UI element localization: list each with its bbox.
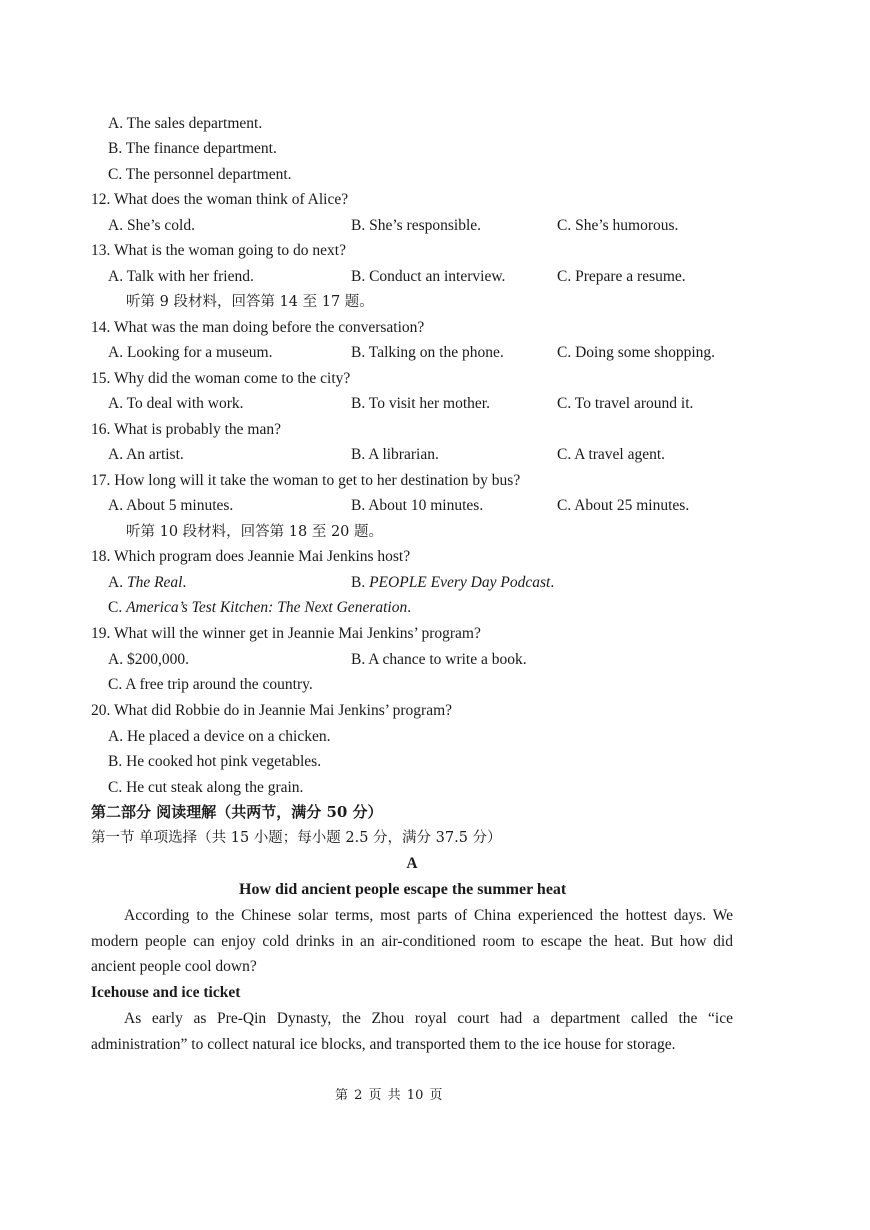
q11-option-a: A. The sales department. <box>108 115 263 132</box>
section-1-heading: 第一节 单项选择（共 15 小题；每小题 2.5 分，满分 37.5 分） <box>91 830 502 846</box>
passage-paragraph-2: As early as Pre-Qin Dynasty, the Zhou royal court had a department called the “ice administration” to collect natural ice blocks, and transported them to the ice house for storage. <box>91 1010 733 1053</box>
q18-stem: 18. Which program does Jeannie Mai Jenkins host? <box>91 548 411 565</box>
q14-option-a: A. Looking for a museum. <box>108 344 273 361</box>
q16-option-c: C. A travel agent. <box>557 446 666 463</box>
q18-option-b: B. PEOPLE Every Day Podcast. <box>351 574 555 591</box>
passage-paragraph-1: According to the Chinese solar terms, most parts of China experienced the hottest days. We modern people can enjoy cold drinks in an air-conditioned room to escape the heat. But how did ancient people cool down? <box>91 907 733 975</box>
section-10-instruction: 听第 10 段材料，回答第 18 至 20 题。 <box>126 524 384 540</box>
q12-option-c: C. She’s humorous. <box>557 217 679 234</box>
q19-option-a: A. $200,000. <box>108 651 189 668</box>
q20-option-c: C. He cut steak along the grain. <box>108 779 304 796</box>
q15-option-b: B. To visit her mother. <box>351 395 490 412</box>
page-footer: 第 2 页 共 10 页 <box>335 1088 443 1103</box>
passage-subheading: Icehouse and ice ticket <box>91 984 241 1001</box>
q12-option-b: B. She’s responsible. <box>351 217 482 234</box>
q13-option-a: A. Talk with her friend. <box>108 268 254 285</box>
q13-option-b: B. Conduct an interview. <box>351 268 506 285</box>
passage-letter: A <box>406 855 418 872</box>
q15-option-a: A. To deal with work. <box>108 395 244 412</box>
q18-option-a: A. The Real. <box>108 574 187 591</box>
q20-option-a: A. He placed a device on a chicken. <box>108 728 331 745</box>
q16-option-a: A. An artist. <box>108 446 184 463</box>
q17-option-b: B. About 10 minutes. <box>351 497 484 514</box>
section-9-instruction: 听第 9 段材料，回答第 14 至 17 题。 <box>126 294 374 310</box>
q16-stem: 16. What is probably the man? <box>91 421 281 438</box>
q11-option-b: B. The finance department. <box>108 140 277 157</box>
q17-option-a: A. About 5 minutes. <box>108 497 234 514</box>
q13-option-c: C. Prepare a resume. <box>557 268 686 285</box>
q18-option-c: C. America’s Test Kitchen: The Next Generation. <box>108 599 412 616</box>
q19-option-b: B. A chance to write a book. <box>351 651 527 668</box>
q15-stem: 15. Why did the woman come to the city? <box>91 370 351 387</box>
part-2-heading: 第二部分 阅读理解（共两节，满分 50 分） <box>91 803 383 821</box>
q12-option-a: A. She’s cold. <box>108 217 195 234</box>
q14-stem: 14. What was the man doing before the conversation? <box>91 319 425 336</box>
q15-option-c: C. To travel around it. <box>557 395 694 412</box>
q20-stem: 20. What did Robbie do in Jeannie Mai Jenkins’ program? <box>91 702 453 719</box>
q20-option-b: B. He cooked hot pink vegetables. <box>108 753 322 770</box>
q13-stem: 13. What is the woman going to do next? <box>91 242 346 259</box>
q19-stem: 19. What will the winner get in Jeannie Mai Jenkins’ program? <box>91 625 481 642</box>
q16-option-b: B. A librarian. <box>351 446 439 463</box>
q11-option-c: C. The personnel department. <box>108 166 292 183</box>
q12-stem: 12. What does the woman think of Alice? <box>91 191 349 208</box>
q17-option-c: C. About 25 minutes. <box>557 497 690 514</box>
q14-option-b: B. Talking on the phone. <box>351 344 504 361</box>
q14-option-c: C. Doing some shopping. <box>557 344 716 361</box>
q19-option-c: C. A free trip around the country. <box>108 676 313 693</box>
passage-title: How did ancient people escape the summer heat <box>239 881 567 898</box>
q17-stem: 17. How long will it take the woman to get to her destination by bus? <box>91 472 521 489</box>
